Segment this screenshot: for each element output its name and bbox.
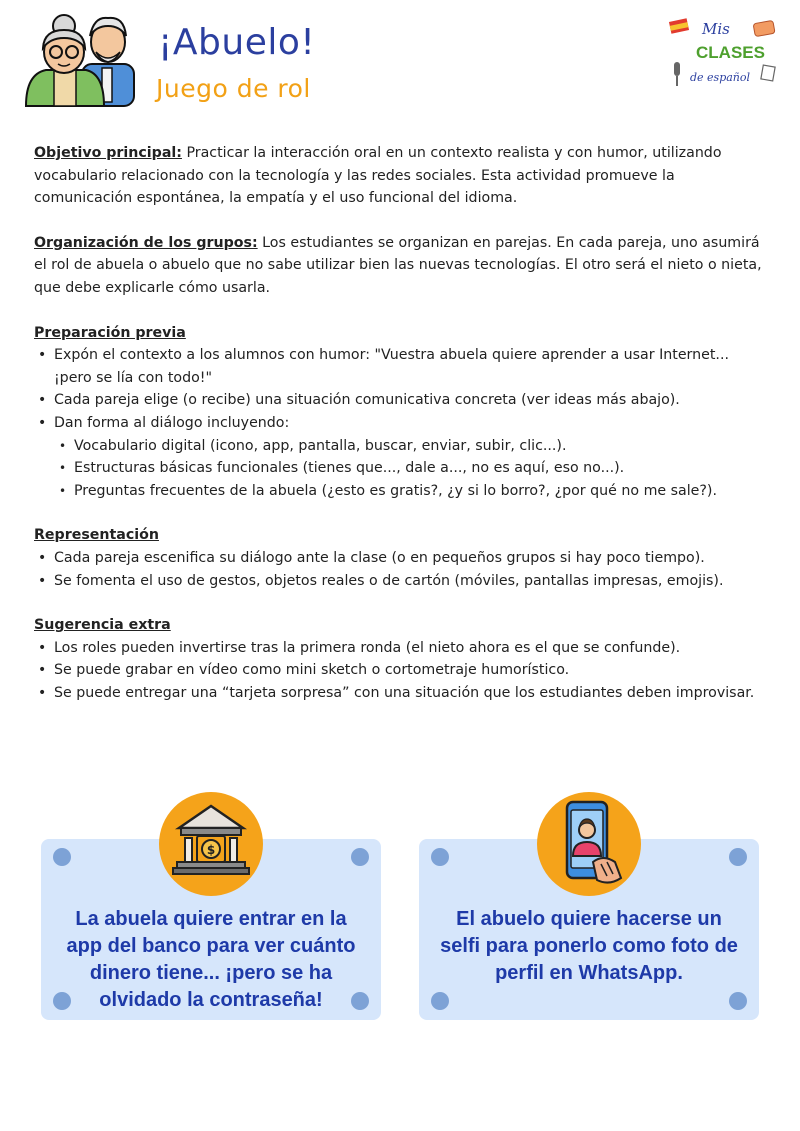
- scenario-card-text: La abuela quiere entrar en la app del banco para ver cuánto dinero tiene... ¡pero se ha olvidado la contraseña!: [66, 908, 356, 1011]
- sub-list-item: • Preguntas frecuentes de la abuela (¿esto es gratis?, ¿y si lo borro?, ¿por qué no me sale?).: [54, 480, 768, 503]
- sub-list-item: • Vocabulario digital (icono, app, pantalla, buscar, enviar, subir, clic...).: [54, 435, 768, 458]
- groups-label: Organización de los grupos:: [34, 234, 258, 251]
- brand-line-3: de español: [690, 71, 751, 84]
- extra-list: [34, 637, 768, 705]
- brand-logo: [666, 14, 780, 94]
- performance-heading: Representación: [34, 527, 159, 544]
- list-item: [34, 412, 768, 502]
- preparation-sublist: [54, 435, 768, 503]
- pin-icon: [431, 992, 449, 1010]
- groups-paragraph: [34, 232, 768, 300]
- list-item: • Expón el contexto a los alumnos con humor: "Vuestra abuela quiere aprender a usar Internet... ¡pero se lía con todo!": [34, 344, 768, 389]
- selfie-badge: [537, 792, 641, 896]
- extra-heading: Sugerencia extra: [34, 617, 171, 634]
- list-item: • Se puede grabar en vídeo como mini sketch o cortometraje humorístico.: [34, 659, 768, 682]
- pin-icon: [431, 848, 449, 866]
- pin-icon: [53, 848, 71, 866]
- list-item: • Se fomenta el uso de gestos, objetos reales o de cartón (móviles, pantallas impresas, emojis).: [34, 570, 768, 593]
- list-item-text: Dan forma al diálogo incluyendo:: [54, 414, 290, 431]
- list-item: • Los roles pueden invertirse tras la primera ronda (el nieto ahora es el que se confunde).: [34, 637, 768, 660]
- list-item: • Cada pareja escenifica su diálogo ante la clase (o en pequeños grupos si hay poco tiempo).: [34, 547, 768, 570]
- page-title: ¡Abuelo!: [158, 22, 316, 63]
- extra-section: [34, 614, 768, 704]
- objective-label: Objetivo principal:: [34, 145, 182, 161]
- preparation-list: [34, 344, 768, 502]
- sub-list-item: • Estructuras básicas funcionales (tienes que..., dale a..., no es aquí, eso no...).: [54, 457, 768, 480]
- svg-text:$: $: [206, 843, 216, 857]
- performance-list: [34, 547, 768, 592]
- objective-text: Practicar la interacción oral en un contexto realista y con humor, utilizando vocabulario relacionado con la tecnología y las redes sociales. Esta actividad promueve la comunicación espontánea, la empatía y el uso funcional del idioma.: [34, 145, 722, 207]
- preparation-section: [34, 322, 768, 503]
- grandparents-illustration: [24, 12, 138, 108]
- preparation-heading: Preparación previa: [34, 324, 186, 341]
- pin-icon: [351, 848, 369, 866]
- performance-section: [34, 524, 768, 592]
- brand-line-1: Mis: [702, 20, 730, 38]
- page-subtitle: Juego de rol: [156, 74, 311, 103]
- list-item: • Se puede entregar una “tarjeta sorpresa” con una situación que los estudiantes deben improvisar.: [34, 682, 768, 705]
- bank-badge: [159, 792, 263, 896]
- brand-line-2: CLASES: [696, 43, 765, 62]
- list-item: • Cada pareja elige (o recibe) una situación comunicativa concreta (ver ideas más abajo).: [34, 389, 768, 412]
- pin-icon: [729, 848, 747, 866]
- bank-icon: [159, 792, 263, 896]
- selfie-phone-icon: [537, 792, 641, 896]
- groups-text: Los estudiantes se organizan en parejas. En cada pareja, uno asumirá el rol de abuela o abuelo que no sabe utilizar bien las nuevas tecnologías. El otro será el nieto o nieta, que debe explicarle cómo usarla.: [34, 234, 762, 296]
- objective-paragraph: [34, 142, 768, 210]
- pin-icon: [729, 992, 747, 1010]
- activity-description: [34, 142, 768, 726]
- scenario-card-text: El abuelo quiere hacerse un selfi para ponerlo como foto de perfil en WhatsApp.: [440, 908, 738, 984]
